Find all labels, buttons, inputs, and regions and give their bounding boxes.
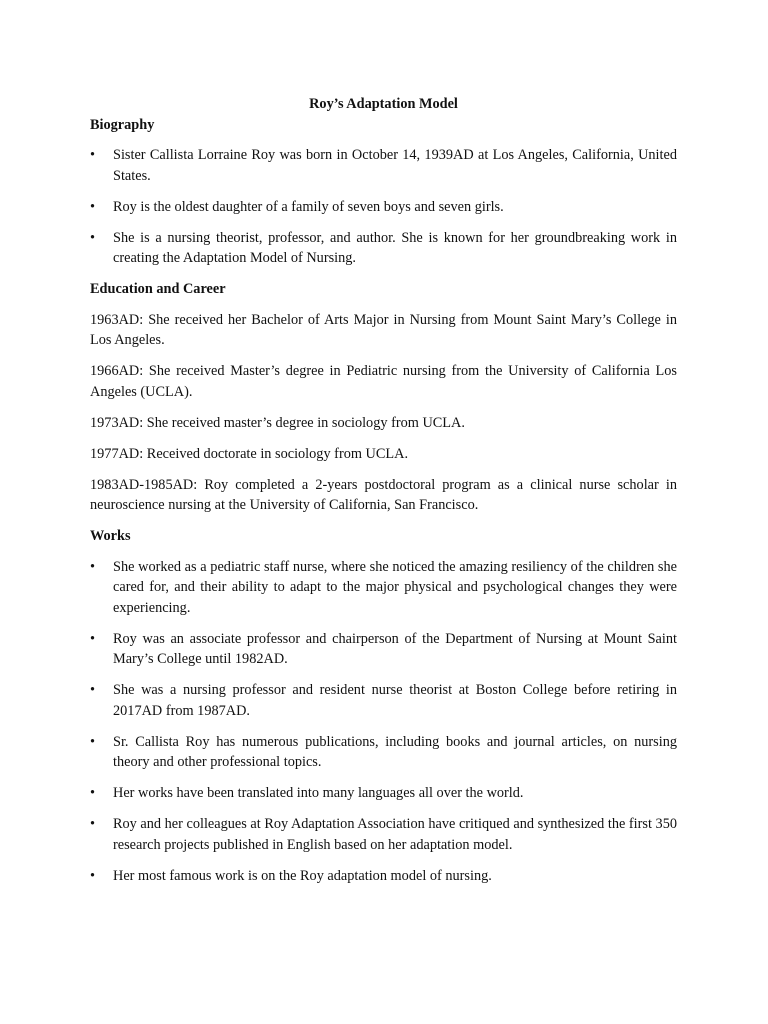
section-heading-education-and-career: Education and Career (90, 281, 226, 297)
paragraph: 1977AD: Received doctorate in sociology from UCLA. (90, 445, 409, 462)
list-item-text: Her works have been translated into many languages all over the world. (113, 785, 524, 801)
list-item (90, 228, 677, 269)
paragraph: 1966AD: She received Master’s degree in Pediatric nursing from the University of California Los Angeles (UCLA). (90, 363, 677, 400)
list-item (90, 783, 677, 804)
list-item-text: Roy was an associate professor and chairperson of the Department of Nursing at Mount Saint Mary’s College until 1982AD. (113, 630, 677, 667)
list-item-text: Roy and her colleagues at Roy Adaptation Association have critiqued and synthesized the first 350 research projects published in English based on her adaptation model. (113, 816, 677, 853)
list-item-text: She was a nursing professor and resident nurse theorist at Boston College before retiring in 2017AD from 1987AD. (113, 682, 677, 719)
bullet-icon: • (90, 147, 96, 163)
list-item (90, 866, 677, 887)
bullet-icon: • (90, 867, 96, 884)
list-item (90, 557, 677, 619)
list-item-text: Roy is the oldest daughter of a family of seven boys and seven girls. (113, 198, 504, 215)
paragraph: 1963AD: She received her Bachelor of Arts Major in Nursing from Mount Saint Mary’s College in Los Angeles. (90, 311, 677, 348)
bullet-icon: • (90, 816, 96, 832)
paragraph: 1973AD: She received master’s degree in sociology from UCLA. (90, 414, 465, 431)
biography-list (90, 145, 677, 269)
document-title: Roy’s Adaptation Model (309, 96, 458, 112)
bullet-icon: • (90, 785, 96, 801)
works-list (90, 557, 677, 887)
list-item-text: Sr. Callista Roy has numerous publications, including books and journal articles, on nursing theory and other professional topics. (113, 733, 677, 770)
bullet-icon: • (90, 733, 96, 750)
list-item (90, 814, 677, 855)
bullet-icon: • (90, 630, 96, 647)
list-item-text: She is a nursing theorist, professor, and author. She is known for her groundbreaking work in creating the Adaptation Model of Nursing. (113, 229, 677, 266)
list-item-text: She worked as a pediatric staff nurse, where she noticed the amazing resiliency of the children she cared for, and their ability to adapt to the major physical and psychological changes they were experiencing. (113, 558, 677, 616)
section-heading-works: Works (90, 528, 131, 544)
list-item (90, 145, 677, 186)
bullet-icon: • (90, 682, 96, 698)
list-item-text: Sister Callista Lorraine Roy was born in October 14, 1939AD at Los Angeles, California, United States. (113, 147, 677, 184)
bullet-icon: • (90, 229, 96, 246)
bullet-icon: • (90, 558, 96, 575)
list-item (90, 732, 677, 773)
list-item (90, 197, 677, 218)
bullet-icon: • (90, 198, 96, 215)
section-heading-biography: Biography (90, 116, 155, 133)
list-item (90, 629, 677, 670)
paragraph: 1983AD-1985AD: Roy completed a 2-years postdoctoral program as a clinical nurse scholar in neuroscience nursing at the University of California, San Francisco. (90, 476, 677, 513)
list-item-text: Her most famous work is on the Roy adaptation model of nursing. (113, 867, 492, 884)
list-item (90, 680, 677, 721)
